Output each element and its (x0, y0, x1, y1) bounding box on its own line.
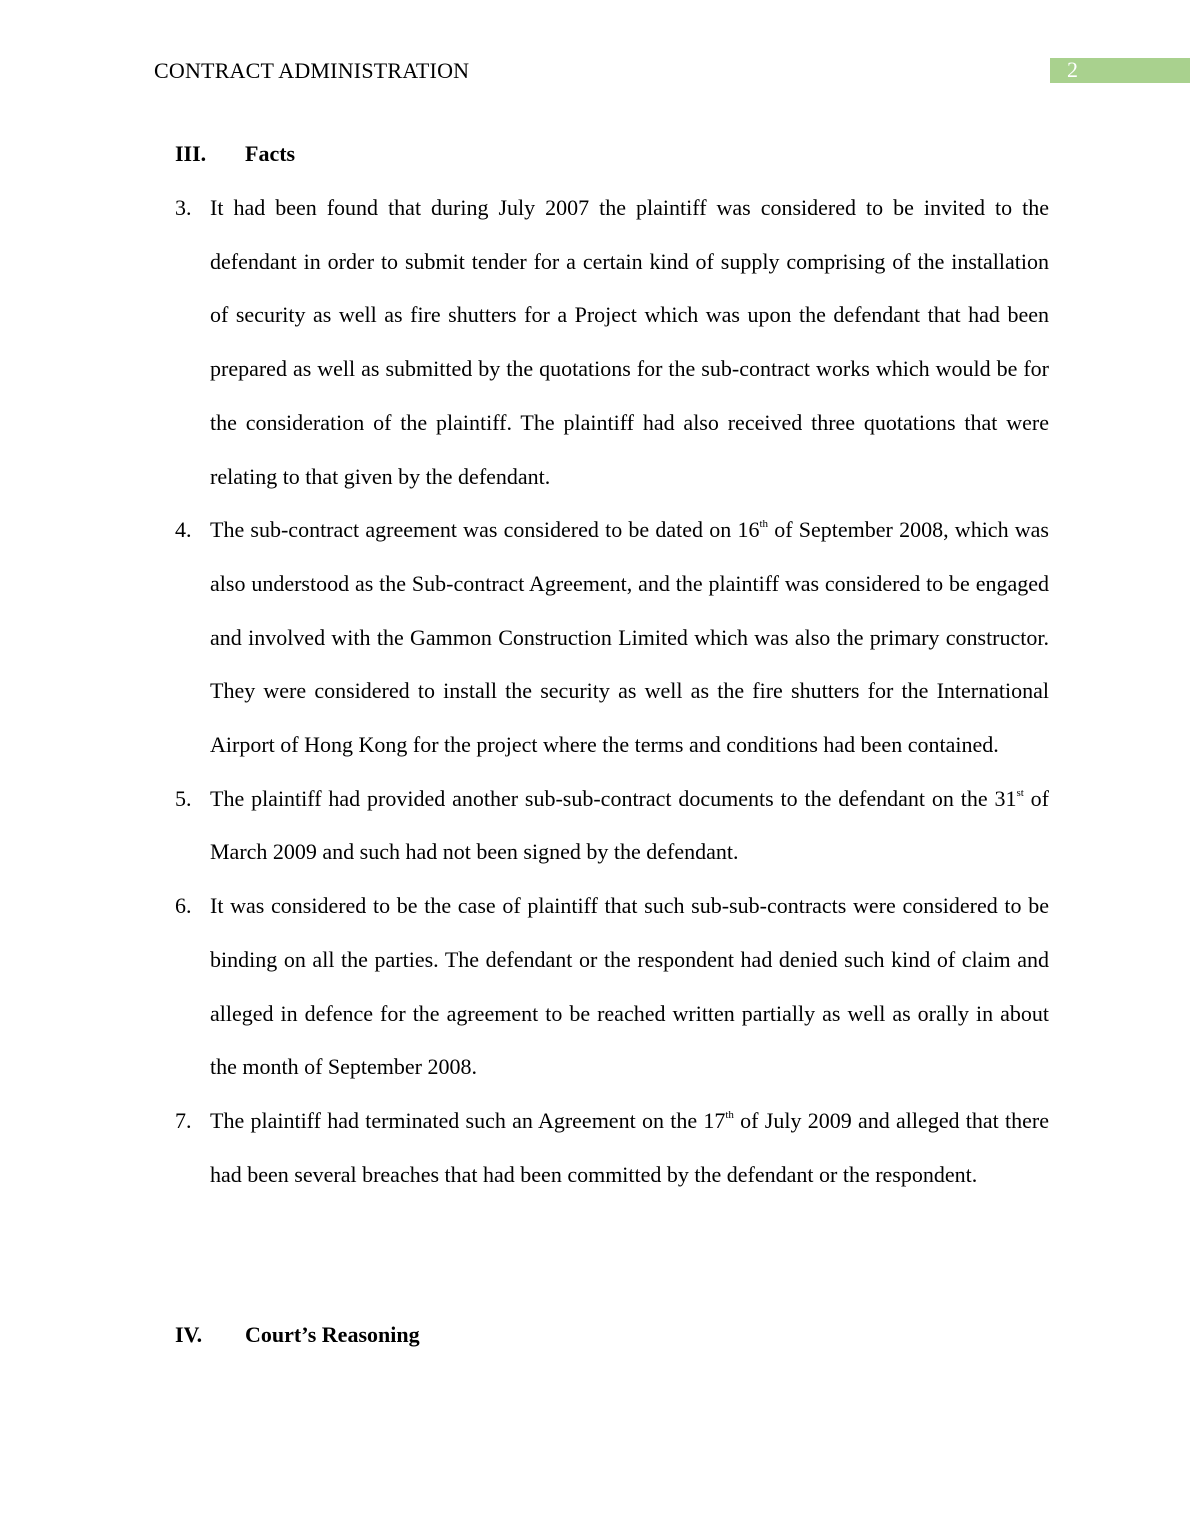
ordinal-suffix: th (759, 518, 769, 531)
ordinal-suffix: th (725, 1108, 734, 1121)
page-number: 2 (1067, 57, 1078, 82)
item-text: It was considered to be the case of plaintiff that such sub-sub-contracts were considered to be binding on all the parties. The defendant or the respondent had denied such kind of claim and alleged in defence for the agreement to be reached written partially as well as orally in about the month of September 2008. (210, 893, 1049, 1080)
item-number: 4. (175, 517, 192, 543)
list-item (175, 879, 1049, 1094)
section-title: Court’s Reasoning (245, 1322, 420, 1347)
ordinal-suffix: st (1016, 786, 1024, 799)
list-item (175, 181, 1049, 503)
section-heading-facts (175, 140, 295, 168)
item-text: It had been found that during July 2007 the plaintiff was considered to be invited to the defendant in order to submit tender for a certain kind of supply comprising of the installation of security as well as fire shutters for a Project which was upon the defendant that had been prepared as well as submitted by the quotations for the sub-contract works which would be for the consideration of the plaintiff. The plaintiff had also received three quotations that were relating to that given by the defendant. (210, 195, 1049, 489)
section-numeral: III. (175, 141, 207, 166)
page-number-bar (1050, 58, 1190, 83)
facts-list (175, 181, 1049, 1201)
item-text: The sub-contract agreement was considered to be dated on 16th of September 2008, which was also understood as the Sub-contract Agreement, and the plaintiff was considered to be engaged and involved with the Gammon Construction Limited which was also the primary constructor. They were considered to install the security as well as the fire shutters for the International Airport of Hong Kong for the project where the terms and conditions had been contained. (210, 517, 1049, 758)
item-text: The plaintiff had terminated such an Agreement on the 17th of July 2009 and alleged that there had been several breaches that had been committed by the defendant or the respondent. (210, 1107, 1049, 1187)
list-item (175, 503, 1049, 772)
section-numeral: IV. (175, 1322, 203, 1347)
list-item (175, 772, 1049, 879)
item-text: The plaintiff had provided another sub-sub-contract documents to the defendant on the 31st of March 2009 and such had not been signed by the defendant. (210, 785, 1049, 865)
item-number: 6. (175, 893, 192, 919)
section-heading-reasoning (175, 1321, 420, 1349)
item-number: 3. (175, 195, 192, 220)
list-item (175, 1094, 1049, 1201)
item-number: 7. (175, 1107, 192, 1133)
item-number: 5. (175, 785, 192, 811)
running-header-title: CONTRACT ADMINISTRATION (154, 58, 470, 83)
section-title: Facts (245, 141, 296, 166)
